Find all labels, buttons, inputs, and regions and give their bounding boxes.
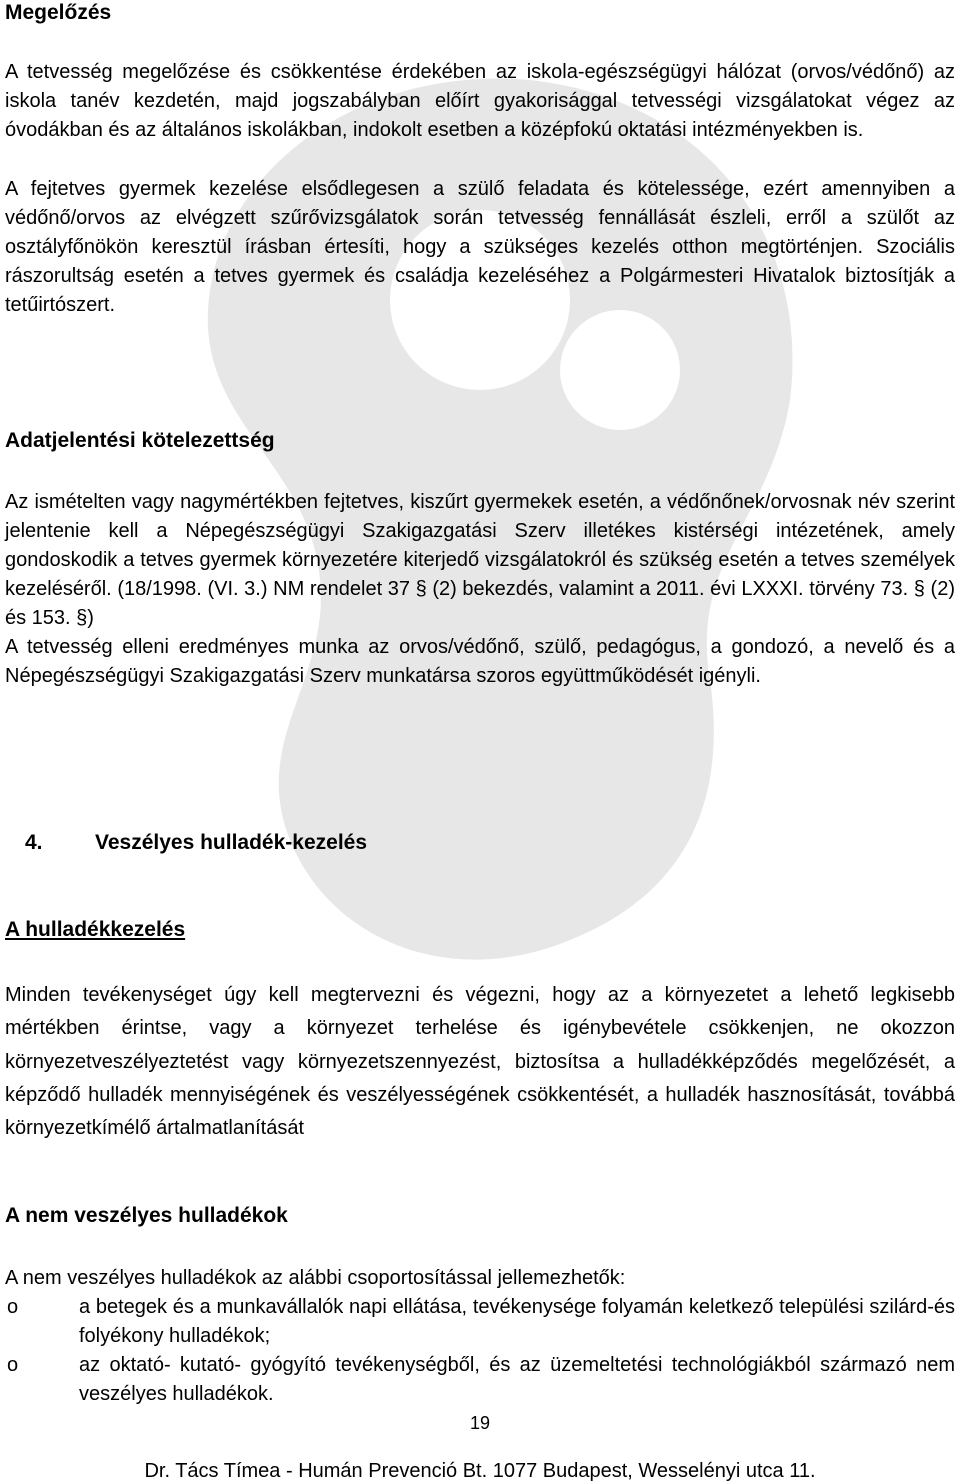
list-item-text: a betegek és a munkavállalók napi ellátása, tevékenysége folyamán keletkező települési szilárd-és folyékony hulladékok; — [79, 1296, 955, 1347]
text-parent-duty: A fejtetves gyermek kezelése elsődlegesen a szülő feladata és kötelessége, ezért amennyiben a védőnő/orvos az elvégzett szűrővizsgálatok során tetvesség fennállását észleli, erről a szülőt az osztályfőnökön keresztül írásban értesíti, hogy a szükséges kezelés otthon megtörténjen. — [5, 178, 955, 258]
section-heading-megelozes: Megelőzés — [5, 1, 112, 24]
section-heading-reporting: Adatjelentési kötelezettség — [5, 429, 275, 452]
list-bullet: o — [7, 1296, 19, 1318]
paragraph-cooperation: A tetvesség elleni eredményes munka az orvos/védőnő, szülő, pedagógus, a gondozó, a nevelő és a Népegészségügyi Szakigazgatási Szerv munkatársa szoros együttműködését igényli. — [5, 636, 955, 687]
text-social-support: Szociális rászorultság esetén a tetves gyermek és családja kezeléséhez a Polgármesteri Hivatalok biztosítják a tetűirtószert. — [5, 236, 955, 316]
page-number: 19 — [469, 1413, 491, 1433]
paragraph-waste-management: Minden tevékenységet úgy kell megtervezni és végezni, hogy az a környezetet a lehető legkisebb mértékben érintse, vagy a környezet terhelése és igénybevétele csökkenjen, ne okozzon környezetveszélyeztetést vagy környezetszennyezést, biztosítsa a hulladékképződés megelőzését, a képződő hulladék mennyiségének és veszélyességének csökkentését, a hulladék hasznosítását, továbbá környezetkímélő ártalmatlanítását — [5, 984, 955, 1140]
list-item — [5, 1351, 955, 1409]
list-item-text: az oktató- kutató- gyógyító tevékenységből, és az üzemeltetési technológiákból származó nem veszélyes hulladékok. — [79, 1354, 955, 1405]
subheading-waste-management: A hulladékkezelés — [5, 918, 186, 941]
non-hazardous-list — [5, 1293, 955, 1409]
subheading-non-hazardous: A nem veszélyes hulladékok — [5, 1204, 288, 1227]
paragraph-prevention: A tetvesség megelőzése és csökkentése érdekében az iskola-egészségügyi hálózat (orvos/védőnő) az iskola tanév kezdetén, majd jogszabályban előírt gyakorisággal tetvességi vizsgálatokat végez az óvodákban és az általános iskolákban, indokolt esetben a középfokú oktatási intézményekben is. — [5, 61, 955, 141]
section-title: Veszélyes hulladék-kezelés — [95, 831, 368, 854]
section-number: 4. — [25, 831, 43, 854]
paragraph-parent-duty — [5, 175, 955, 320]
paragraph-non-hazardous-intro: A nem veszélyes hulladékok az alábbi csoportosítással jellemezhetők: — [5, 1267, 626, 1289]
page-footer: Dr. Tács Tímea - Humán Prevenció Bt. 1077 Budapest, Wesselényi utca 11. — [144, 1460, 816, 1482]
section-heading-hazardous-waste — [5, 830, 955, 856]
paragraph-reporting: Az ismételten vagy nagymértékben fejtetves, kiszűrt gyermekek esetén, a védőnőnek/orvosnak név szerint jelentenie kell a Népegészségügyi Szakigazgatási Szerv illetékes kistérségi intézetének, amely gondoskodik a tetves gyermek környezetére kiterjedő vizsgálatokról és szükség esetén a tetves személyek kezeléséről. (18/1998. (VI. 3.) NM rendelet 37 § (2) bekezdés, valamint a 2011. évi LXXXI. törvény 73. § (2) és 153. §) — [5, 491, 955, 629]
list-bullet: o — [7, 1354, 19, 1376]
list-item — [5, 1293, 955, 1351]
